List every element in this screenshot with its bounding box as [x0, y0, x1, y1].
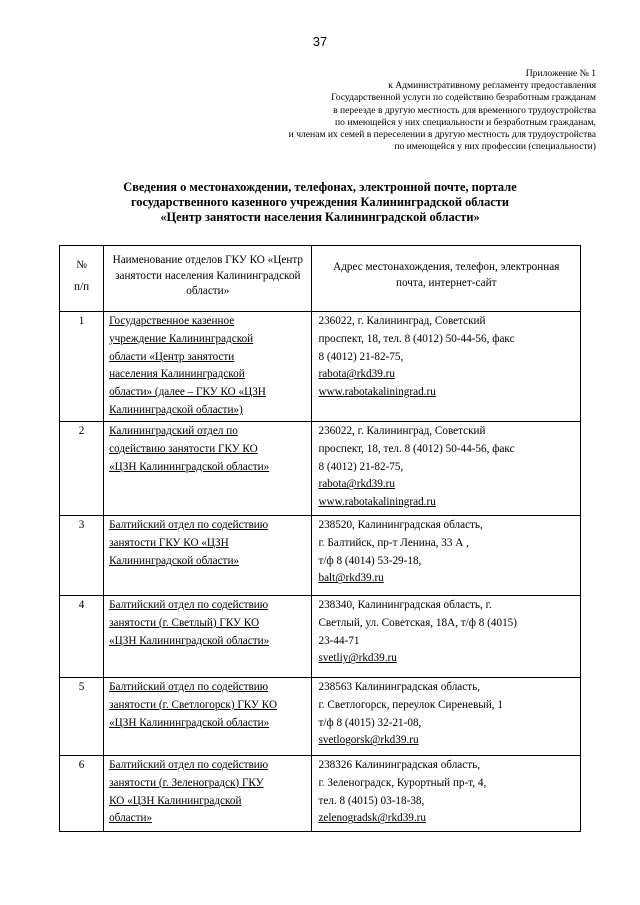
document-title: [0, 180, 640, 225]
department-name: [104, 422, 312, 516]
email-link[interactable]: svetlogorsk@rkd39.ru: [318, 734, 419, 747]
appendix-line: Государственной услуги по содействию безработным гражданам: [331, 92, 596, 104]
appendix-line: в переезде в другую местность для временного трудоустройства: [333, 104, 596, 116]
email-link[interactable]: balt@rkd39.ru: [318, 572, 384, 585]
address-contacts: [312, 422, 581, 516]
row-number: 1: [60, 312, 104, 422]
address-line: г. Зеленоградск, Курортный пр-т, 4,: [318, 776, 487, 789]
email-link[interactable]: rabota@rkd39.ru: [318, 478, 395, 491]
address-line: т/ф 8 (4014) 53-29-18,: [318, 554, 422, 567]
department-name-line: Балтийский отдел по содействию: [109, 681, 269, 693]
table-row: [60, 596, 581, 678]
address-line: 238326 Калининградская область,: [318, 759, 481, 771]
department-name-line: области» (далее – ГКУ КО «ЦЗН: [109, 386, 266, 399]
department-name: [104, 516, 312, 596]
appendix-line: и членам их семей в переселении в другую местность для трудоустройства: [288, 129, 596, 141]
department-name-line: области «Центр занятости: [109, 350, 235, 363]
appendix-line: по имеющейся у них профессии (специальности): [394, 141, 596, 153]
table-row: [60, 516, 581, 596]
row-number: 2: [60, 422, 104, 516]
department-name-line: Балтийский отдел по содействию: [109, 519, 269, 531]
email-link[interactable]: svetliy@rkd39.ru: [318, 652, 397, 665]
department-name-line: Калининградский отдел по: [109, 425, 238, 437]
address-contacts: [312, 516, 581, 596]
department-name-line: Калининградской области»: [109, 554, 240, 567]
address-line: т/ф 8 (4015) 32-21-08,: [318, 716, 422, 729]
header-num: [60, 246, 104, 312]
department-name-line: Государственное казенное: [109, 315, 235, 327]
header-address: Адрес местонахождения, телефон, электронная почта, интернет-сайт: [312, 246, 581, 312]
department-name-line: занятости ГКУ КО «ЦЗН: [109, 536, 229, 549]
address-line: 238520, Калининградская область,: [318, 519, 483, 531]
address-line: 8 (4012) 21-82-75,: [318, 460, 404, 473]
address-line: 236022, г. Калининград, Советский: [318, 315, 486, 327]
header-num-abbrev: п/п: [73, 281, 90, 293]
table-row: [60, 422, 581, 516]
table-row: [60, 756, 581, 832]
address-line: проспект, 18, тел. 8 (4012) 50-44-56, факс: [318, 442, 515, 455]
address-contacts: [312, 312, 581, 422]
header-num-symbol: №: [76, 259, 87, 271]
department-name-line: Балтийский отдел по содействию: [109, 759, 269, 771]
department-name-line: «ЦЗН Калининградской области»: [109, 634, 270, 647]
title-line: «Центр занятости населения Калининградской области»: [160, 210, 480, 224]
title-line: Сведения о местонахождении, телефонах, электронной почте, портале: [123, 180, 517, 194]
department-name: [104, 312, 312, 422]
department-name-line: «ЦЗН Калининградской области»: [109, 460, 270, 473]
website-link[interactable]: www.rabotakaliningrad.ru: [318, 386, 436, 399]
table-header-row: [60, 246, 581, 312]
row-number: 3: [60, 516, 104, 596]
department-name: [104, 678, 312, 756]
page-number: 37: [312, 34, 328, 49]
department-name-line: области»: [109, 812, 153, 825]
header-name: Наименование отделов ГКУ КО «Центр занятости населения Калининградской области»: [104, 246, 312, 312]
table-row: [60, 312, 581, 422]
appendix-note: [196, 68, 596, 153]
row-number: 6: [60, 756, 104, 832]
department-name-line: учреждение Калининградской: [109, 332, 254, 345]
address-line: г. Балтийск, пр-т Ленина, 33 А ,: [318, 536, 469, 549]
title-line: государственного казенного учреждения Калининградской области: [130, 195, 510, 209]
address-contacts: [312, 756, 581, 832]
department-name-line: Калининградской области»): [109, 403, 243, 416]
table-row: [60, 678, 581, 756]
website-link[interactable]: www.rabotakaliningrad.ru: [318, 496, 436, 509]
appendix-line: к Административному регламенту предоставления: [388, 80, 596, 92]
address-line: 238340, Калининградская область, г.: [318, 599, 492, 611]
email-link[interactable]: zelenogradsk@rkd39.ru: [318, 812, 427, 825]
address-contacts: [312, 678, 581, 756]
department-name-line: занятости (г. Зеленоградск) ГКУ: [109, 776, 264, 789]
department-name: [104, 596, 312, 678]
row-number: 5: [60, 678, 104, 756]
offices-table: [59, 245, 581, 832]
department-name-line: содействию занятости ГКУ КО: [109, 442, 258, 455]
department-name-line: населения Калининградской: [109, 368, 245, 381]
address-contacts: [312, 596, 581, 678]
appendix-line: по имеющейся у них специальности и безработным гражданам,: [335, 116, 596, 128]
row-number: 4: [60, 596, 104, 678]
department-name: [104, 756, 312, 832]
department-name-line: «ЦЗН Калининградской области»: [109, 716, 270, 729]
address-line: 8 (4012) 21-82-75,: [318, 350, 404, 363]
department-name-line: занятости (г. Светлогорск) ГКУ КО: [109, 698, 278, 711]
address-line: Светлый, ул. Советская, 18А, т/ф 8 (4015): [318, 616, 518, 629]
address-line: 236022, г. Калининград, Советский: [318, 425, 486, 437]
address-line: г. Светлогорск, переулок Сиреневый, 1: [318, 698, 503, 711]
address-line: 238563 Калининградская область,: [318, 681, 481, 693]
address-line: тел. 8 (4015) 03-18-38,: [318, 794, 425, 807]
email-link[interactable]: rabota@rkd39.ru: [318, 368, 395, 381]
appendix-line: Приложение № 1: [525, 68, 596, 79]
address-line: проспект, 18, тел. 8 (4012) 50-44-56, факс: [318, 332, 515, 345]
department-name-line: Балтийский отдел по содействию: [109, 599, 269, 611]
department-name-line: КО «ЦЗН Калининградской: [109, 794, 242, 807]
address-line: 23-44-71: [318, 634, 360, 647]
department-name-line: занятости (г. Светлый) ГКУ КО: [109, 616, 260, 629]
